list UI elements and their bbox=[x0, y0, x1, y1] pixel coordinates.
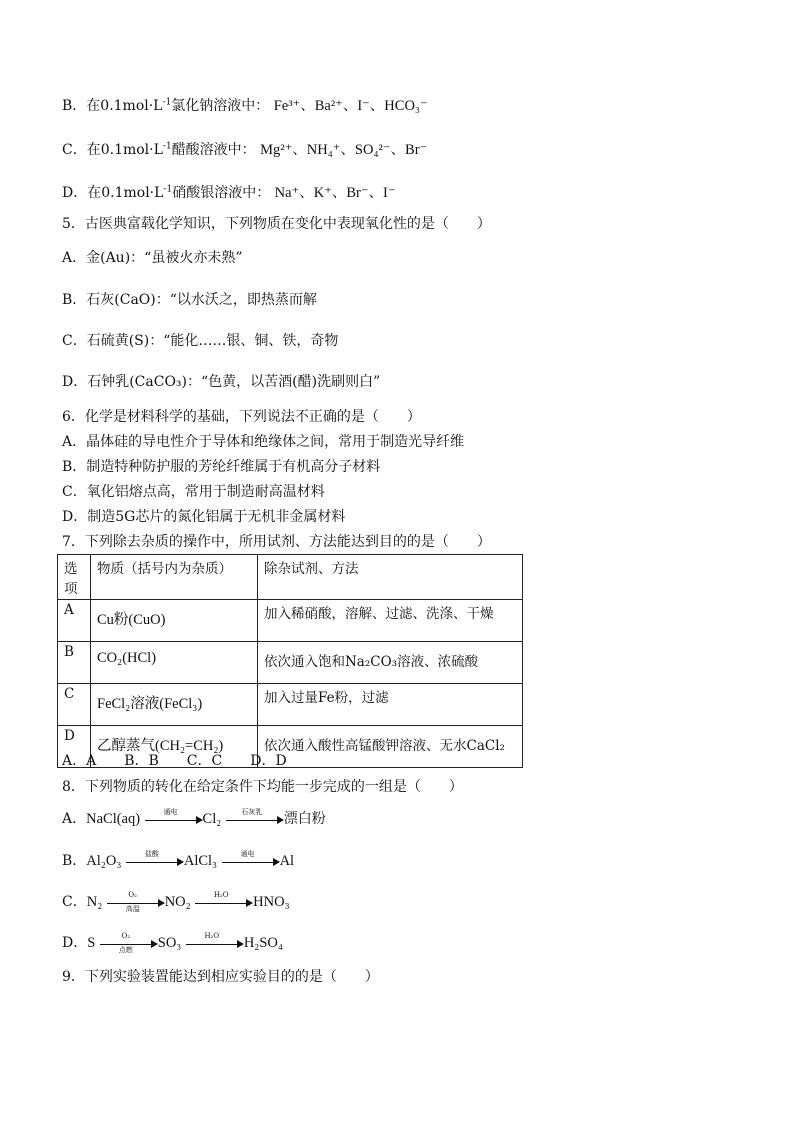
reaction-arrow: 通电 bbox=[222, 854, 280, 868]
table-cell: 乙醇蒸气(CH₂=CH₂) bbox=[91, 726, 258, 768]
table-cell: 加入稀硝酸，溶解、过滤、洗涤、干燥 bbox=[258, 600, 523, 642]
q9-stem: 9．下列实验装置能达到相应实验目的的是（ ） bbox=[62, 969, 379, 985]
q7-stem: 7．下列除去杂质的操作中，所用试剂、方法能达到目的的是（ ） bbox=[62, 534, 491, 550]
q6-option-d: D．制造5G芯片的氮化铝属于无机非金属材料 bbox=[62, 509, 346, 525]
q5-option-c: C．石硫黄(S)：“能化……银、铜、铁，奇物 bbox=[62, 333, 339, 349]
q6-option-b: B．制造特种防护服的芳纶纤维属于有机高分子材料 bbox=[62, 459, 381, 475]
reaction-arrow: H₂O bbox=[186, 936, 244, 950]
q8-option-c: C．N₂ O₂ 高温 NO₂ H₂O HNO₃ bbox=[62, 891, 290, 913]
reaction-arrow: H₂O bbox=[195, 895, 253, 909]
table-cell: A bbox=[58, 600, 91, 642]
reaction-arrow: 通电 bbox=[145, 812, 203, 826]
reaction-arrow: 盐酸 bbox=[126, 854, 184, 868]
q4-option-d: D．在$0.1mol\cdot L^{-1}$硝酸银溶液中： Na⁺、K⁺、Br⁻、I⁻ bbox=[62, 184, 396, 201]
q7-options-table bbox=[57, 554, 523, 768]
table-header-cell: 物质（括号内为杂质） bbox=[91, 555, 258, 600]
table-cell: C bbox=[58, 684, 91, 726]
table-cell: 依次通入酸性高锰酸钾溶液、无水CaCl₂ bbox=[258, 726, 523, 768]
q4-option-b: B．在$0.1mol\cdot L^{-1}$氯化钠溶液中： Fe³⁺、Ba²⁺、I⁻、HCO₃⁻ bbox=[62, 97, 428, 114]
q4-option-c: C．在$0.1mol\cdot L^{-1}$醋酸溶液中： Mg²⁺、NH₄⁺、SO₄²⁻、Br⁻ bbox=[62, 141, 428, 158]
table-row bbox=[58, 684, 523, 726]
q8-option-a: A．NaCl(aq) 通电 Cl₂ 石灰乳 漂白粉 bbox=[62, 808, 326, 827]
reaction-arrow: O₂ 点燃 bbox=[100, 936, 158, 950]
table-cell: FeCl₂溶液(FeCl₃) bbox=[91, 684, 258, 726]
q5-stem: 5．古医典富载化学知识，下列物质在变化中表现氧化性的是（ ） bbox=[62, 216, 491, 232]
table-cell: CO₂(HCl) bbox=[91, 642, 258, 684]
table-cell: 加入过量Fe粉，过滤 bbox=[258, 684, 523, 726]
table-header-cell: 除杂试剂、方法 bbox=[258, 555, 523, 600]
q8-option-b: B．Al₂O₃ 盐酸 AlCl₃ 通电 Al bbox=[62, 850, 295, 869]
table-cell: Cu粉(CuO) bbox=[91, 600, 258, 642]
table-header-row bbox=[58, 555, 523, 600]
q6-option-a: A．晶体硅的导电性介于导体和绝缘体之间，常用于制造光导纤维 bbox=[62, 434, 465, 450]
table-row bbox=[58, 642, 523, 684]
table-cell: D bbox=[58, 726, 91, 768]
q7-answer-options: A．A B．B C．C D．D bbox=[62, 753, 287, 769]
reaction-arrow: O₂ 高温 bbox=[107, 895, 165, 909]
table-cell: 依次通入饱和Na₂CO₃溶液、浓硫酸 bbox=[258, 642, 523, 684]
table-row bbox=[58, 600, 523, 642]
q8-stem: 8．下列物质的转化在给定条件下均能一步完成的一组是（ ） bbox=[62, 779, 463, 795]
q5-option-b: B．石灰(CaO)：“以水沃之，即热蒸而解 bbox=[62, 292, 317, 308]
q5-option-d: D．石钟乳(CaCO₃)：“色黄，以苦酒(醋)洗刷则白” bbox=[62, 374, 381, 390]
reaction-arrow: 石灰乳 bbox=[226, 812, 284, 826]
q8-option-d: D．S O₂ 点燃 SO₃ H₂O H₂SO₄ bbox=[62, 932, 283, 954]
q5-option-a: A．金(Au)：“虽被火亦未熟” bbox=[62, 250, 243, 266]
table-cell: B bbox=[58, 642, 91, 684]
table-header-cell: 选项 bbox=[58, 555, 91, 600]
q6-option-c: C．氧化铝熔点高，常用于制造耐高温材料 bbox=[62, 484, 325, 500]
q6-stem: 6．化学是材料科学的基础，下列说法不正确的是（ ） bbox=[62, 409, 421, 425]
